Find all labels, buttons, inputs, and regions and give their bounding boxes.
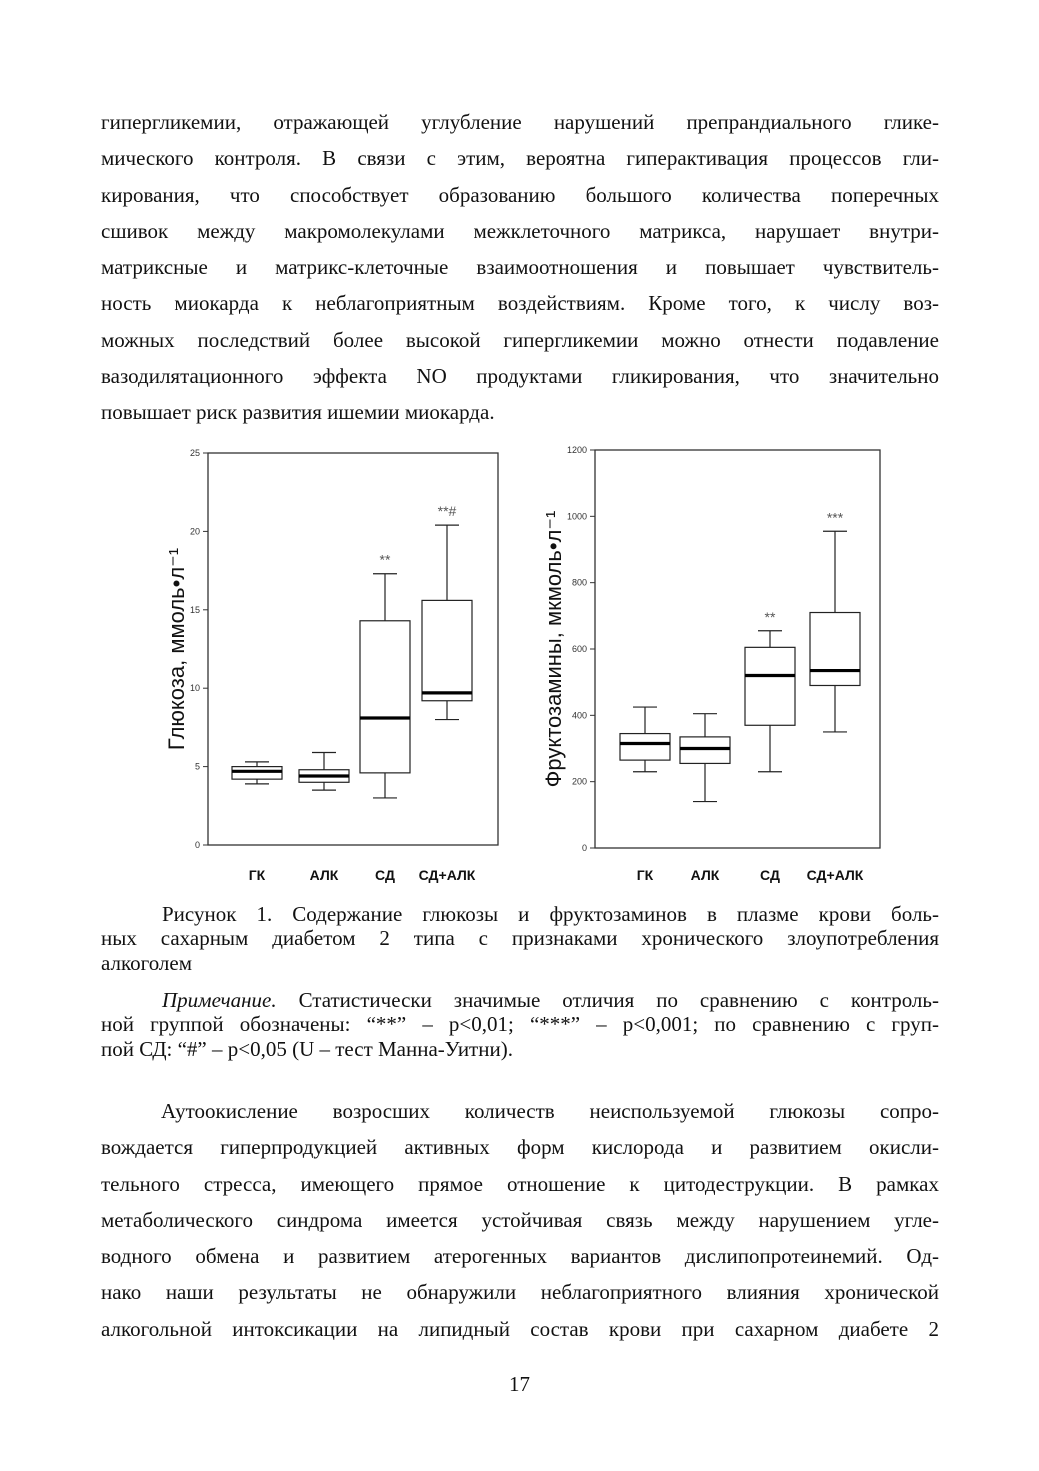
caption-line: алкоголем [101, 950, 193, 975]
category-label: АЛК [690, 867, 720, 883]
text-line: матриксные и матрикс-клеточные взаимоотношения и повышает чувствитель- [101, 255, 939, 280]
y-tick-label: 5 [194, 761, 200, 772]
y-tick-label: 200 [571, 776, 587, 787]
text-line: водного обмена и развитием атерогенных вариантов дислипопротеинемий. Од- [101, 1244, 939, 1269]
iqr-box [422, 600, 472, 700]
box-АЛК [680, 714, 730, 802]
y-tick-label: 1000 [566, 511, 587, 522]
note-line: пой СД: “#” – p<0,05 (U – тест Манна-Уитни). [101, 1036, 513, 1061]
iqr-box [360, 621, 410, 773]
caption-line: ных сахарным диабетом 2 типа с признаками хронического злоупотребления [101, 926, 939, 951]
category-label: ГК [636, 867, 654, 883]
iqr-box [620, 734, 670, 761]
category-label: ГК [248, 867, 266, 883]
y-axis-label: Глюкоза, ммоль•л⁻¹ [164, 547, 189, 751]
significance-marker: ** [764, 608, 776, 625]
box-СД+АЛК [422, 503, 472, 719]
iqr-box [810, 613, 860, 686]
text-line: алкогольной интоксикации на липидный состав крови при сахарном диабете 2 [101, 1316, 939, 1341]
y-tick-label: 20 [189, 526, 200, 537]
note-line [101, 988, 939, 1012]
y-tick-label: 0 [581, 843, 587, 853]
page-number: 17 [509, 1372, 530, 1396]
paragraph-2 [101, 1093, 939, 1347]
paragraph-1 [101, 104, 939, 431]
text-line: сшивок между макромолекулами межклеточного матрикса, нарушает внутри- [101, 218, 939, 243]
box-ГК [232, 762, 282, 784]
box-АЛК [299, 752, 349, 790]
y-tick-label: 1200 [566, 445, 587, 455]
fructosamine-boxplot-chart [525, 440, 885, 900]
text-line: нако наши результаты не обнаружили неблагоприятного влияния хронической [101, 1280, 939, 1305]
iqr-box [680, 737, 730, 764]
y-tick-label: 0 [194, 840, 200, 850]
category-label: СД+АЛК [418, 867, 476, 883]
y-tick-label: 400 [571, 710, 587, 721]
note-text: Статистически значимые отличия по сравнению с контроль- [276, 988, 939, 1012]
iqr-box [745, 647, 795, 725]
y-tick-label: 600 [571, 644, 587, 654]
text-line: мического контроля. В связи с этим, вероятна гиперактивация процессов гли- [101, 146, 939, 171]
category-label: СД+АЛК [806, 867, 864, 883]
category-label: СД [375, 867, 395, 883]
text-line: можных последствий более высокой гипергликемии можно отнести подавление [101, 327, 939, 352]
figure-caption [101, 902, 939, 975]
text-line: вождается гиперпродукцией активных форм кислорода и развитием окисли- [101, 1135, 939, 1160]
text-line: ность миокарда к неблагоприятным воздействиям. Кроме того, к числу воз- [101, 291, 939, 316]
box-СД [360, 552, 410, 798]
note-line: ной группой обозначены: “**” – p<0,01; “***” – p<0,001; по сравнению с груп- [101, 1012, 939, 1037]
text-line: гипергликемии, отражающей углубление нарушений препрандиального глике- [101, 110, 939, 134]
category-label: СД [760, 867, 780, 883]
y-tick-label: 10 [189, 683, 200, 694]
text-line: метаболического синдрома имеется устойчивая связь между нарушением угле- [101, 1207, 939, 1232]
y-axis-label: Фруктозамины, мкмоль•л⁻¹ [541, 510, 566, 788]
text-line: повышает риск развития ишемии миокарда. [101, 400, 495, 425]
significance-marker: *** [826, 509, 844, 526]
glucose-boxplot-chart [150, 440, 520, 900]
box-ГК [620, 707, 670, 772]
note-label: Примечание. [162, 988, 277, 1012]
y-tick-label: 15 [189, 604, 200, 615]
y-tick-label: 25 [189, 448, 200, 458]
y-tick-label: 800 [571, 577, 587, 588]
significance-marker: ** [379, 551, 391, 568]
text-line: тельного стресса, имеющего прямое отношение к цитодеструкции. В рамках [101, 1171, 939, 1196]
caption-line: Рисунок 1. Содержание глюкозы и фруктозаминов в плазме крови боль- [162, 902, 939, 926]
text-line: Аутоокисление возросших количеств неиспользуемой глюкозы сопро- [161, 1099, 939, 1123]
box-СД [745, 609, 795, 772]
category-label: АЛК [309, 867, 339, 883]
box-СД+АЛК [810, 509, 860, 732]
significance-marker: **# [437, 503, 457, 520]
text-line: кирования, что способствует образованию большого количества поперечных [101, 182, 939, 207]
figure-note [101, 988, 939, 1061]
text-line: вазодилятационного эффекта NO продуктами гликирования, что значительно [101, 364, 939, 389]
